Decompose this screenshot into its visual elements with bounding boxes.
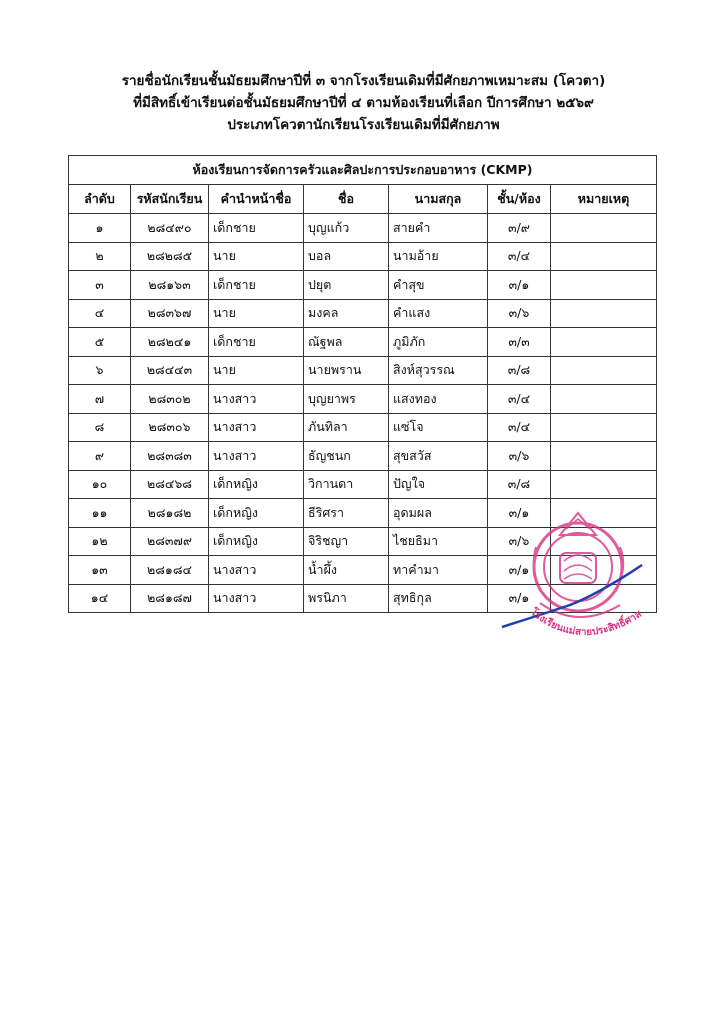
cell-last-name: ไชยธิมา [389,527,488,556]
cell-first-name: พรนิภา [304,584,389,613]
cell-student-id: ๒๘๓๐๖ [131,413,209,442]
cell-last-name: สุขสวัส [389,442,488,471]
cell-student-id: ๒๘๔๙๐ [131,214,209,243]
cell-prefix: นางสาว [209,584,304,613]
table-row [69,385,657,414]
cell-class: ๓/๑ [488,556,551,585]
cell-student-id: ๒๘๑๘๗ [131,584,209,613]
cell-note [551,214,657,243]
cell-prefix: เด็กหญิง [209,470,304,499]
cell-prefix: นางสาว [209,556,304,585]
cell-no: ๖ [69,356,131,385]
cell-prefix: นางสาว [209,413,304,442]
cell-no: ๒ [69,242,131,271]
title-line-2: ที่มีสิทธิ์เข้าเรียนต่อชั้นมัธยมศึกษาปีที่ ๔ ตามห้องเรียนที่เลือก ปีการศึกษา ๒๕๖๙ [133,95,594,111]
cell-first-name: น้ำผึ้ง [304,556,389,585]
cell-last-name: สุทธิกุล [389,584,488,613]
cell-no: ๘ [69,413,131,442]
cell-last-name: คำแสง [389,299,488,328]
cell-last-name: นามอ้าย [389,242,488,271]
cell-first-name: ปยุต [304,271,389,300]
cell-student-id: ๒๘๒๘๕ [131,242,209,271]
cell-prefix: นางสาว [209,385,304,414]
cell-note [551,442,657,471]
table-row [69,442,657,471]
cell-student-id: ๒๘๓๐๒ [131,385,209,414]
cell-no: ๔ [69,299,131,328]
cell-student-id: ๒๘๓๗๙ [131,527,209,556]
table-row [69,271,657,300]
column-header: ลำดับ [69,185,131,214]
cell-class: ๓/๑ [488,584,551,613]
cell-first-name: ธัญชนก [304,442,389,471]
cell-no: ๕ [69,328,131,357]
column-header: ชื่อ [304,185,389,214]
cell-prefix: เด็กชาย [209,328,304,357]
cell-first-name: บุญยาพร [304,385,389,414]
cell-last-name: คำสุข [389,271,488,300]
cell-first-name: วิกานดา [304,470,389,499]
cell-note [551,271,657,300]
cell-note [551,242,657,271]
cell-no: ๑๓ [69,556,131,585]
cell-class: ๓/๑ [488,499,551,528]
cell-no: ๑๐ [69,470,131,499]
school-seal-icon [500,505,650,665]
cell-prefix: นาย [209,356,304,385]
cell-class: ๓/๔ [488,413,551,442]
cell-student-id: ๒๘๑๖๓ [131,271,209,300]
cell-last-name: อุดมผล [389,499,488,528]
table-row [69,413,657,442]
cell-note [551,470,657,499]
cell-student-id: ๒๘๔๖๘ [131,470,209,499]
cell-student-id: ๒๘๓๖๗ [131,299,209,328]
room-title-row [69,156,657,185]
cell-class: ๓/๔ [488,385,551,414]
cell-no: ๑ [69,214,131,243]
document-title [0,70,727,136]
cell-prefix: เด็กชาย [209,214,304,243]
cell-last-name: ภูมิภัก [389,328,488,357]
seal-text: โรงเรียนแม่สายประสิทธิ์ศาส [528,606,644,639]
cell-class: ๓/๖ [488,299,551,328]
cell-first-name: มงคล [304,299,389,328]
title-line-3: ประเภทโควตานักเรียนโรงเรียนเดิมที่มีศักยภาพ [227,117,500,133]
cell-student-id: ๒๘๑๘๒ [131,499,209,528]
cell-note [551,413,657,442]
cell-last-name: สิงห์สุวรรณ [389,356,488,385]
cell-no: ๑๔ [69,584,131,613]
cell-class: ๓/๘ [488,356,551,385]
table-row [69,242,657,271]
cell-student-id: ๒๘๑๘๔ [131,556,209,585]
cell-student-id: ๒๘๒๔๑ [131,328,209,357]
column-header-row [69,185,657,214]
cell-class: ๓/๑ [488,271,551,300]
cell-prefix: นาย [209,242,304,271]
column-header: นามสกุล [389,185,488,214]
cell-no: ๑๒ [69,527,131,556]
cell-class: ๓/๓ [488,328,551,357]
cell-last-name: ทาคำมา [389,556,488,585]
cell-no: ๑๑ [69,499,131,528]
cell-first-name: นายพราน [304,356,389,385]
room-title: ห้องเรียนการจัดการครัวและศิลปะการประกอบอาหาร (CKMP) [69,156,657,185]
cell-first-name: ธีริศรา [304,499,389,528]
cell-class: ๓/๘ [488,470,551,499]
cell-first-name: บอล [304,242,389,271]
cell-last-name: สายคำ [389,214,488,243]
cell-no: ๙ [69,442,131,471]
table-row [69,328,657,357]
cell-note [551,299,657,328]
cell-first-name: ภันทิลา [304,413,389,442]
cell-no: ๓ [69,271,131,300]
cell-prefix: เด็กชาย [209,271,304,300]
column-header: รหัสนักเรียน [131,185,209,214]
table-row [69,470,657,499]
column-header: ชั้น/ห้อง [488,185,551,214]
cell-class: ๓/๖ [488,442,551,471]
cell-student-id: ๒๘๓๘๓ [131,442,209,471]
cell-class: ๓/๖ [488,527,551,556]
column-header: หมายเหตุ [551,185,657,214]
cell-class: ๓/๔ [488,242,551,271]
cell-prefix: นาย [209,299,304,328]
cell-note [551,356,657,385]
cell-prefix: เด็กหญิง [209,527,304,556]
cell-last-name: แสงทอง [389,385,488,414]
cell-prefix: นางสาว [209,442,304,471]
cell-last-name: แซ่โจ [389,413,488,442]
table-row [69,299,657,328]
cell-first-name: ณัฐพล [304,328,389,357]
column-header: คำนำหน้าชื่อ [209,185,304,214]
cell-note [551,385,657,414]
cell-no: ๗ [69,385,131,414]
cell-note [551,328,657,357]
cell-student-id: ๒๘๔๔๓ [131,356,209,385]
table-row [69,356,657,385]
cell-first-name: จิริชญา [304,527,389,556]
cell-first-name: บุญแก้ว [304,214,389,243]
cell-class: ๓/๙ [488,214,551,243]
table-row [69,214,657,243]
cell-last-name: ปัญใจ [389,470,488,499]
school-seal [500,505,650,665]
cell-prefix: เด็กหญิง [209,499,304,528]
title-line-1: รายชื่อนักเรียนชั้นมัธยมศึกษาปีที่ ๓ จากโรงเรียนเดิมที่มีศักยภาพเหมาะสม (โควตา) [121,73,606,89]
